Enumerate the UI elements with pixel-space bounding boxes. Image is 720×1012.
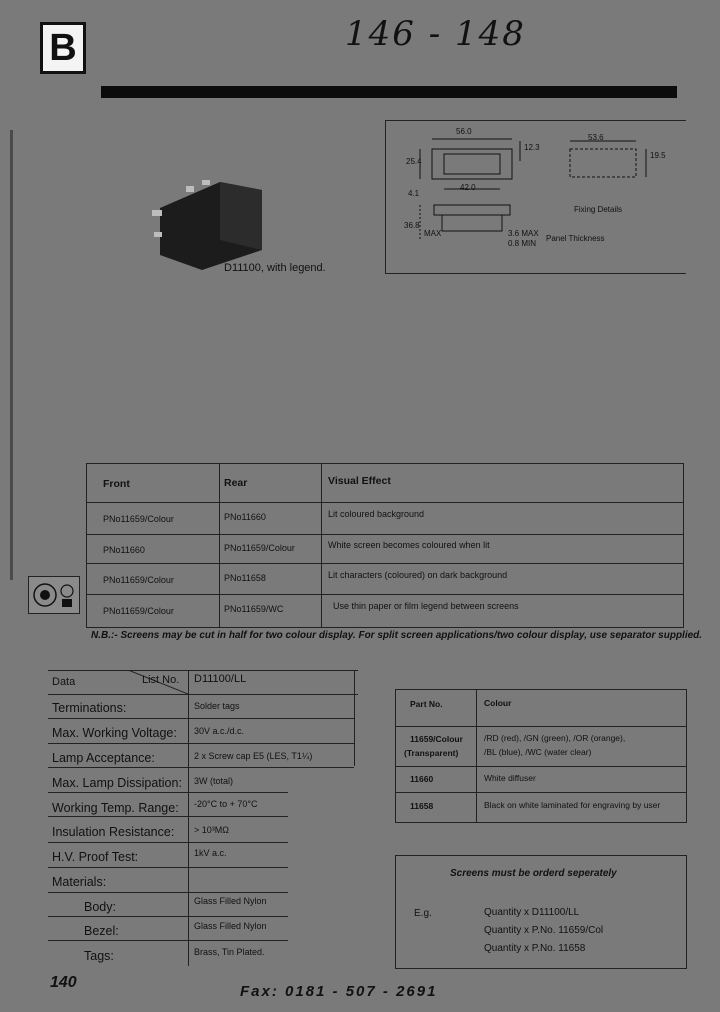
header-colour: Colour: [484, 698, 512, 708]
dim-gap-left: 4.1: [408, 189, 420, 198]
dim-width-inner: 42.0: [460, 183, 476, 192]
logo-letter: B: [49, 27, 77, 69]
spec-list-value: D11100/LL: [194, 673, 247, 685]
part-row-3-colour: Black on white laminated for engraving by user: [484, 800, 661, 810]
part-row-1-colour: /RD (red), /GN (green), /OR (orange),: [484, 733, 626, 743]
spec-label-voltage: Max. Working Voltage:: [52, 726, 177, 740]
spec-value-tags: Brass, Tin Plated.: [194, 947, 265, 957]
part-row-2-part: 11660: [410, 774, 434, 784]
order-line-2: Quantity x P.No. 11659/Col: [484, 925, 604, 936]
page-number: 140: [50, 974, 77, 991]
part-row-1-part: 11659/Colour: [410, 734, 463, 744]
spec-value-voltage: 30V a.c./d.c.: [194, 726, 245, 736]
brand-logo: [40, 22, 86, 74]
spec-label-bezel: Bezel:: [84, 924, 119, 938]
table-row-3-front: PNo11659/Colour: [103, 575, 174, 585]
order-title: Screens must be orderd seperately: [450, 868, 617, 879]
fax-number: Fax: 0181 - 507 - 2691: [240, 983, 438, 1000]
spec-value-terminations: Solder tags: [194, 701, 240, 711]
dimension-drawing: [385, 120, 686, 274]
legend-table: [86, 463, 684, 628]
header-visual-effect: Visual Effect: [328, 475, 391, 487]
table-row-4-rear: PNo11659/WC: [224, 604, 284, 614]
spec-label-temp: Working Temp. Range:: [52, 801, 179, 815]
spec-label-insulation: Insulation Resistance:: [52, 825, 175, 839]
header-rear: Rear: [224, 477, 248, 489]
dim-height-right: 12.3: [524, 143, 540, 152]
panel-thickness-label: Panel Thickness: [546, 234, 605, 243]
spec-label-body: Body:: [84, 900, 116, 914]
table-row-1-front: PNo11659/Colour: [103, 514, 174, 524]
header-part-no: Part No.: [410, 699, 443, 709]
spec-label-materials: Materials:: [52, 875, 107, 889]
fixing-details-label: Fixing Details: [574, 205, 623, 214]
table-row-1-rear: PNo11660: [224, 512, 266, 522]
table-row-3-rear: PNo11658: [224, 573, 266, 583]
table-row-2-rear: PNo11659/Colour: [224, 543, 295, 553]
photo-caption: D11100, with legend.: [224, 262, 326, 274]
table-row-1-effect: Lit coloured background: [328, 509, 425, 519]
header-front: Front: [103, 478, 130, 490]
part-colour-table: [395, 689, 687, 823]
certification-icon: [29, 577, 79, 613]
part-row-1-colour-2: /BL (blue), /WC (water clear): [484, 747, 592, 757]
spec-label-tags: Tags:: [84, 949, 114, 963]
spec-value-lamp: 2 x Screw cap E5 (LES, T1¼): [194, 751, 313, 761]
dim-depth-max: MAX: [424, 229, 442, 238]
header-rule: [101, 86, 677, 98]
part-row-3-part: 11658: [410, 801, 434, 811]
table-row-4-front: PNo11659/Colour: [103, 606, 174, 616]
spec-label-lamp: Lamp Acceptance:: [52, 751, 155, 765]
spec-data-label: Data: [52, 676, 76, 688]
panel-max: 3.6 MAX: [508, 229, 539, 238]
table-row-3-effect: Lit characters (coloured) on dark background: [328, 570, 508, 580]
part-row-2-colour: White diffuser: [484, 773, 536, 783]
certification-mark: [28, 576, 80, 614]
binding-edge-mark: [10, 130, 13, 580]
note-text: N.B.:- Screens may be cut in half for two colour display. For split screen applications/two colour display, use separator supplied.: [91, 630, 703, 641]
part-row-1-part-note: (Transparent): [404, 748, 459, 758]
table-row-2-front: PNo11660: [103, 545, 145, 555]
order-info-box: [395, 855, 687, 969]
product-photo: [150, 170, 270, 270]
dim-height-left: 25.4: [406, 157, 422, 166]
dim-depth-left: 36.8: [404, 221, 420, 230]
order-line-1: Quantity x D11100/LL: [484, 907, 580, 918]
spec-label-hv: H.V. Proof Test:: [52, 850, 139, 864]
spec-value-hv: 1kV a.c.: [194, 848, 227, 858]
handwritten-reference: 146 - 148: [345, 14, 526, 54]
order-eg: E.g.: [414, 908, 432, 919]
spec-value-temp: -20°C to + 70°C: [194, 799, 258, 809]
dim-width-outer: 56.0: [456, 127, 472, 136]
spec-label-dissipation: Max. Lamp Dissipation:: [52, 776, 182, 790]
spec-value-dissipation: 3W (total): [194, 776, 234, 786]
spec-value-bezel: Glass Filled Nylon: [194, 921, 267, 931]
table-row-4-effect: Use thin paper or film legend between screens: [333, 601, 519, 611]
spec-list-label: List No.: [142, 674, 180, 686]
spec-label-terminations: Terminations:: [52, 701, 127, 715]
spec-value-insulation: > 10³MΩ: [194, 825, 229, 835]
dim-fixing-height: 19.5: [650, 151, 666, 160]
panel-min: 0.8 MIN: [508, 239, 537, 248]
dim-fixing-width: 53.6: [588, 133, 604, 142]
spec-value-body: Glass Filled Nylon: [194, 896, 267, 906]
table-row-2-effect: White screen becomes coloured when lit: [328, 540, 490, 550]
order-line-3: Quantity x P.No. 11658: [484, 943, 586, 954]
